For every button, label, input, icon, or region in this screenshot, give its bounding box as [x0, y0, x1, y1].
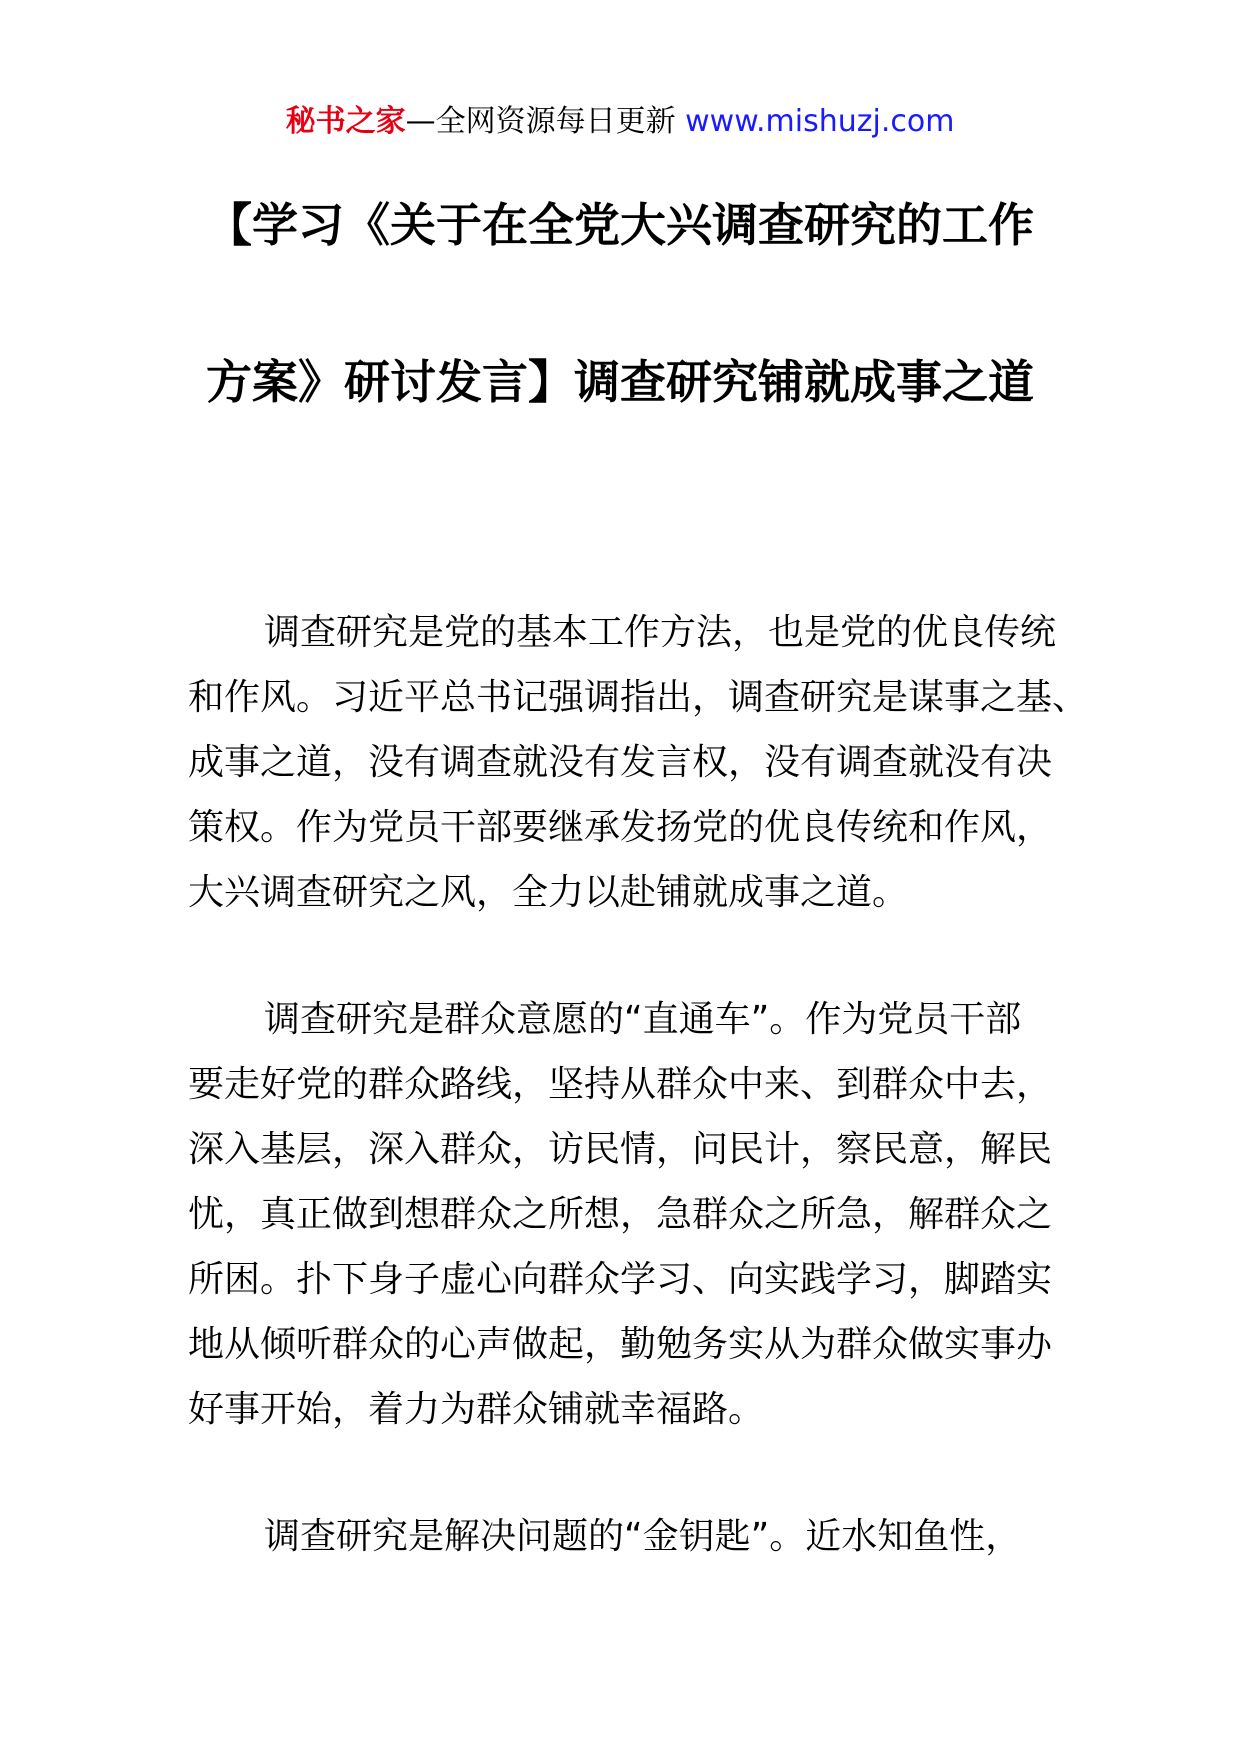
paragraph-2	[188, 987, 1068, 1442]
document-body	[188, 600, 1089, 1631]
site-header	[0, 100, 1240, 144]
document-title-line-2: 方案》研讨发言】调查研究铺就成事之道	[206, 355, 1034, 409]
paragraph-line: 好事开始，着力为群众铺就幸福路。	[188, 1389, 765, 1430]
paragraph-line: 成事之道，没有调查就没有发言权，没有调查就没有决	[188, 742, 1053, 783]
paragraph-line: 深入基层，深入群众，访民情，问民计，察民意，解民	[188, 1129, 1053, 1170]
paragraph-line: 要走好党的群众路线，坚持从群众中来、到群众中去，	[188, 1064, 1053, 1105]
paragraph-line: 所困。扑下身子虚心向群众学习、向实践学习，脚踏实	[188, 1259, 1053, 1300]
paragraph-line: 和作风。习近平总书记强调指出，调查研究是谋事之基、	[188, 677, 1089, 718]
site-url-link[interactable]: www.mishuzj.com	[685, 104, 955, 139]
paragraph-line: 调查研究是党的基本工作方法，也是党的优良传统	[264, 612, 1057, 653]
paragraph-line: 地从倾听群众的心声做起，勤勉务实从为群众做实事办	[188, 1324, 1053, 1365]
paragraph-line: 策权。作为党员干部要继承发扬党的优良传统和作风，	[188, 807, 1053, 848]
paragraph-line: 大兴调查研究之风，全力以赴铺就成事之道。	[188, 872, 909, 913]
document-title-line-1: 【学习《关于在全党大兴调查研究的工作	[206, 198, 1034, 252]
paragraph-line: 调查研究是群众意愿的“直通车”。作为党员干部	[264, 999, 1022, 1040]
header-tagline: —全网资源每日更新	[405, 104, 686, 139]
paragraph-line: 忧，真正做到想群众之所想，急群众之所急，解群众之	[188, 1194, 1053, 1235]
paragraph-3	[188, 1504, 1068, 1569]
brand-name: 秘书之家	[285, 104, 406, 139]
paragraph-1	[188, 600, 1089, 925]
paragraph-line: 调查研究是解决问题的“金钥匙”。近水知鱼性，	[264, 1516, 1022, 1557]
